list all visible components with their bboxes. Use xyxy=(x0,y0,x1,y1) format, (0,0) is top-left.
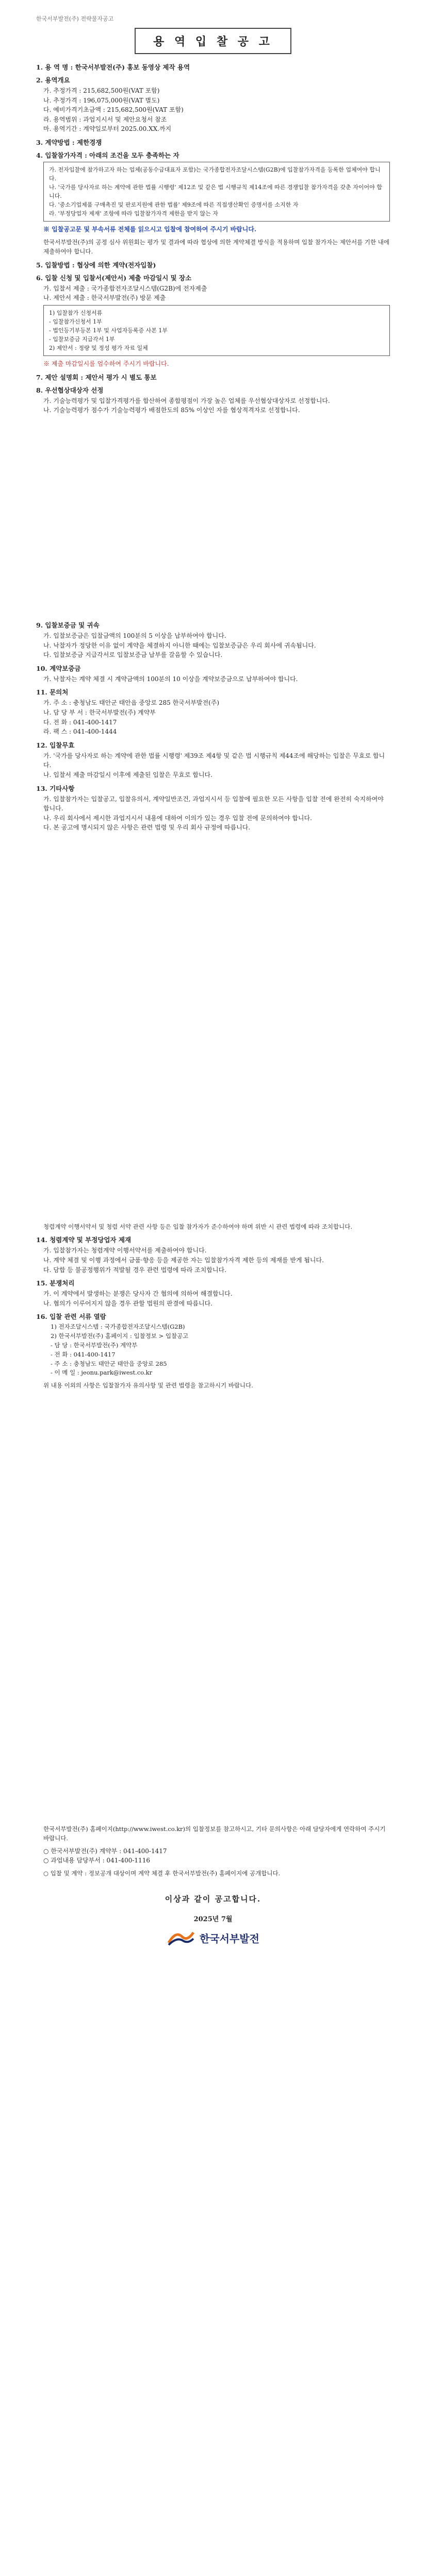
overview-item: 다. 예비가격기초금액 : 215,682,500원(VAT 포함) xyxy=(43,106,184,114)
deposit-item: 다. 입찰보증금 지급각서로 입찰보증금 납부를 갈음할 수 있습니다. xyxy=(43,651,223,659)
qualification-item: 나. '국가를 당사자로 하는 계약에 관한 법률 시행령' 제12조 및 같은 법 시행규칙 제14조에 따른 경쟁입찰 참가자격을 갖춘 자이어야 합니다. xyxy=(49,184,382,200)
overview-item: 나. 추정가격 : 196,075,000원(VAT 별도) xyxy=(43,96,160,104)
misc-item: 다. 본 공고에 명시되지 않은 사항은 관련 법령 및 우리 회사 규정에 따릅니다. xyxy=(43,824,251,832)
qualification-box xyxy=(43,162,390,222)
qualification-item: 다. '중소기업제품 구매촉진 및 판로지원에 관한 법률' 제9조에 따른 직접생산확인 증명서를 소지한 자 xyxy=(49,201,299,209)
overview-item: 라. 용역범위 : 과업지시서 및 제안요청서 참조 xyxy=(43,115,167,123)
overview-item: 마. 용역기간 : 계약일로부터 2025.00.XX.까지 xyxy=(43,125,172,133)
page-1 xyxy=(0,0,426,602)
page-3 xyxy=(0,1205,426,1807)
closing-text: 이상과 같이 공고합니다. xyxy=(165,1894,261,1904)
section-6: 6. 입찰 신청 및 입찰서(제안서) 제출 마감일시 및 장소 xyxy=(36,274,192,282)
paragraph: 청렴계약 이행서약서 및 청렴 서약 관련 사항 등은 입찰 참가자가 준수하여야 하며 위반 시 관련 법령에 따라 조치합니다. xyxy=(43,1223,353,1230)
section-4: 4. 입찰참가자격 : 아래의 조건을 모두 충족하는 자 xyxy=(36,151,179,159)
paragraph: 한국서부발전(주)의 공정 심사 위원회는 평가 및 결과에 따라 협상에 의한 계약체결 방식을 적용하며 입찰 참가자는 제안서를 기한 내에 제출하여야 합니다. xyxy=(43,238,389,256)
invalid-item: 가. '국가를 당사자로 하는 계약에 관한 법률 시행령' 제39조 제4항 및 같은 법 시행규칙 제44조에 해당하는 입찰은 무효로 합니다. xyxy=(43,752,385,769)
contract-deposit-item: 가. 낙찰자는 계약 체결 시 계약금액의 100분의 10 이상을 계약보증금으로 납부하여야 합니다. xyxy=(43,675,298,683)
selection-item: 가. 기술능력평가 및 입찰가격평가를 합산하여 종합평점이 가장 높은 업체를 우선협상대상자로 선정합니다. xyxy=(43,397,330,404)
overview-item: 가. 추정가격 : 215,682,500원(VAT 포함) xyxy=(43,87,160,94)
qualification-item: 라. '부정당업자 제재' 조항에 따라 입찰참가자격 제한을 받지 않는 자 xyxy=(49,210,218,217)
section-7: 7. 제안 설명회 : 제안서 평가 시 별도 통보 xyxy=(36,373,157,381)
section-2: 2. 용역개요 xyxy=(36,76,70,84)
misc-item: 나. 우리 회사에서 제시한 과업지시서 내용에 대하여 이의가 있는 경우 입찰 전에 문의하여야 합니다. xyxy=(43,814,312,822)
closing-area xyxy=(36,1893,390,1946)
deposit-item: 가. 입찰보증금은 입찰금액의 100분의 5 이상을 납부하여야 합니다. xyxy=(43,632,226,639)
logo-mark-icon xyxy=(167,1929,195,1946)
section-8: 8. 우선협상대상자 선정 xyxy=(36,386,104,394)
company-name: 한국서부발전 xyxy=(200,1932,259,1945)
company-logo xyxy=(36,1929,390,1946)
dispute-item: 가. 이 계약에서 발생하는 분쟁은 당사자 간 협의에 의하여 해결합니다. xyxy=(43,1290,233,1298)
qualification-item: 가. 전자입찰에 참가하고자 하는 업체(공동수급대표자 포함)는 국가종합전자조달시스템(G2B)에 입찰참가자격을 등록한 업체여야 합니다. xyxy=(49,166,381,182)
document-item: 2) 제안서 : 정량 및 정성 평가 자료 일체 xyxy=(49,345,148,351)
submission-item: 나. 제안서 제출 : 한국서부발전(주) 방문 제출 xyxy=(43,294,166,302)
header-note: 한국서부발전(주) 전략물자공고 xyxy=(36,15,114,22)
contact-item: 라. 팩 스 : 041-400-1444 xyxy=(43,728,117,736)
contact-line: - 담 당 : 한국서부발전(주) 계약부 xyxy=(51,1341,138,1349)
document-item: - 입찰보증금 지급각서 1부 xyxy=(49,335,115,343)
page-4 xyxy=(0,1807,426,2409)
paragraph: ○ 입찰 및 계약 : 정보공개 대상이며 계약 체결 후 한국서부발전(주) 홈페이지에 공개합니다. xyxy=(43,1869,281,1877)
notice-red: ※ 제출 마감일시를 엄수하여 주시기 바랍니다. xyxy=(43,360,169,368)
submission-item: 가. 입찰서 제출 : 국가종합전자조달시스템(G2B)에 전자제출 xyxy=(43,284,207,292)
section-10: 10. 계약보증금 xyxy=(36,664,81,672)
section-16: 16. 입찰 관련 서류 열람 xyxy=(36,1313,106,1321)
page-5 xyxy=(0,2409,426,2576)
page-title: 용 역 입 찰 공 고 xyxy=(135,28,291,54)
section-12: 12. 입찰무효 xyxy=(36,741,75,749)
section-14: 14. 청렴계약 및 부정당업자 제재 xyxy=(36,1236,132,1244)
deposit-item: 나. 낙찰자가 정당한 이유 없이 계약을 체결하지 아니한 때에는 입찰보증금은 우리 회사에 귀속됩니다. xyxy=(43,641,316,649)
contact-line: ○ 한국서부발전(주) 계약부 : 041-400-1417 xyxy=(43,1847,167,1855)
contact-line: - 주 소 : 충청남도 태안군 태안읍 중앙로 285 xyxy=(51,1360,167,1367)
section-1: 1. 용 역 명 : 한국서부발전(주) 홍보 동영상 제작 용역 xyxy=(36,63,190,71)
invalid-item: 나. 입찰서 제출 마감일시 이후에 제출된 입찰은 무효로 합니다. xyxy=(43,771,212,778)
document-item: - 법인등기부등본 1부 및 사업자등록증 사본 1부 xyxy=(49,327,168,334)
document-item: 1) 입찰참가 신청서류 xyxy=(49,309,103,316)
misc-item: 가. 입찰참가자는 입찰공고, 입찰유의서, 계약일반조건, 과업지시서 등 입찰에 필요한 모든 사항을 입찰 전에 완전히 숙지하여야 합니다. xyxy=(43,795,384,812)
section-9: 9. 입찰보증금 및 귀속 xyxy=(36,621,100,629)
document-access-item: 2) 한국서부발전(주) 홈페이지 : 입찰정보 > 입찰공고 xyxy=(51,1332,189,1340)
integrity-item: 나. 계약 체결 및 이행 과정에서 금품·향응 등을 제공한 자는 입찰참가자격 제한 등의 제재를 받게 됩니다. xyxy=(43,1256,324,1264)
integrity-item: 다. 담합 등 불공정행위가 적발될 경우 관련 법령에 따라 조치합니다. xyxy=(43,1266,226,1274)
contact-line: - 이 메 일 : jeonu.park@iwest.co.kr xyxy=(51,1369,153,1377)
section-13: 13. 기타사항 xyxy=(36,784,75,792)
section-5: 5. 입찰방법 : 협상에 의한 계약(전자입찰) xyxy=(36,261,156,269)
selection-item: 나. 기술능력평가 점수가 기술능력평가 배점한도의 85% 이상인 자를 협상적격자로 선정합니다. xyxy=(43,406,300,414)
notice-blue: ※ 입찰공고문 및 부속서류 전체를 읽으시고 입찰에 참여하여 주시기 바랍니다. xyxy=(43,226,257,233)
contact-item: 가. 주 소 : 충청남도 태안군 태안읍 중앙로 285 한국서부발전(주) xyxy=(43,699,220,707)
integrity-item: 가. 입찰참가자는 청렴계약 이행서약서를 제출하여야 합니다. xyxy=(43,1247,207,1255)
document-access-item: 1) 전자조달시스템 : 국가종합전자조달시스템(G2B) xyxy=(51,1323,185,1331)
announcement-date: 2025년 7월 xyxy=(193,1916,233,1924)
documents-box xyxy=(43,305,390,356)
contact-item: 다. 전 화 : 041-400-1417 xyxy=(43,718,117,726)
page-2 xyxy=(0,602,426,1205)
section-3: 3. 계약방법 : 제한경쟁 xyxy=(36,138,102,146)
contact-line: - 전 화 : 041-400-1417 xyxy=(51,1350,116,1358)
contact-line: ○ 과업내용 담당부서 : 041-400-1116 xyxy=(43,1857,150,1865)
paragraph: 한국서부발전(주) 홈페이지(http://www.iwest.co.kr)의 입찰정보를 참고하시고, 기타 문의사항은 아래 담당자에게 연락하여 주시기 바랍니다. xyxy=(43,1825,386,1842)
section-11: 11. 문의처 xyxy=(36,688,69,697)
dispute-item: 나. 협의가 이루어지지 않을 경우 관할 법원의 판결에 따릅니다. xyxy=(43,1299,212,1307)
contact-item: 나. 담 당 부 서 : 한국서부발전(주) 계약부 xyxy=(43,708,156,716)
document-item: - 입찰참가신청서 1부 xyxy=(49,318,102,325)
paragraph: 위 내용 이외의 사항은 입찰참가자 유의사항 및 관련 법령을 참고하시기 바랍니다. xyxy=(43,1382,253,1389)
section-15: 15. 분쟁처리 xyxy=(36,1279,75,1287)
